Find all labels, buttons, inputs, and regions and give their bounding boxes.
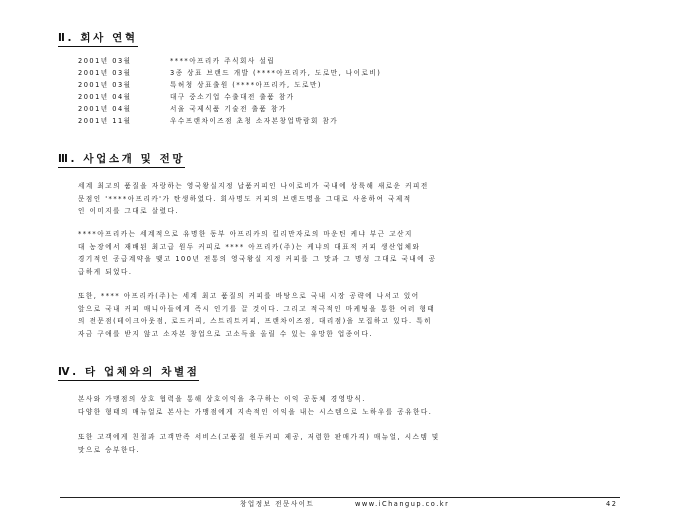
history-event: 우수프랜차이즈점 초청 소자본창업박람회 참가 [170, 117, 339, 125]
paragraph-line: 의 전문점(테이크아웃점, 로드커피, 스트리트커피, 프랜차이즈점, 대리점)을 모집하고 있다. 특히 [78, 317, 432, 325]
history-date: 2001년 04월 [78, 93, 132, 101]
footer-page-number: 42 [606, 500, 618, 508]
paragraph-line: 세계 최고의 품질을 자랑하는 영국왕실지정 납품커피인 나이로비가 국내에 상륙해 새로운 커피전 [78, 182, 429, 190]
history-event: 대구 중소기업 수출대전 출품 참가 [170, 93, 295, 101]
history-event: 서울 국제식품 기술전 출품 참가 [170, 105, 287, 113]
history-row [78, 104, 618, 114]
paragraph-line: ****아프리카는 세계적으로 유명한 동부 아프리카의 킬리만자로의 마운틴 케냐 부근 고산지 [78, 230, 413, 238]
history-event: 3종 상표 브랜드 개발 (****아프리카, 도로만, 나이로비) [170, 69, 382, 77]
history-row [78, 92, 618, 102]
paragraph-line: 인 이미지를 그대로 살렸다. [78, 207, 179, 215]
paragraph-line: 문점인 '****아프리카'가 탄생하였다. 회사명도 커피의 브랜드명을 그대로 사용하여 국제적 [78, 194, 412, 203]
footer-rule [60, 497, 620, 498]
paragraph-line: 본사와 가맹점의 상호 협력을 통해 상호이익을 추구하는 이익 공동체 경영방식. [78, 395, 366, 403]
section-heading [58, 153, 185, 168]
section-heading-text: Ⅳ. 타 업체와의 차별점 [58, 366, 199, 381]
paragraph-line: 자금 구애를 받지 않고 소자본 창업으로 고소득을 올릴 수 있는 유망한 업종이다. [78, 329, 373, 338]
paragraph-line: 앞으로 국내 커피 매니아들에게 즉시 인기를 끌 것이다. 그리고 적극적인 마케팅을 통한 여러 형태 [78, 304, 436, 313]
footer-url: www.iChangup.co.kr [355, 500, 450, 508]
section-heading-text: Ⅲ. 사업소개 및 전망 [58, 153, 185, 168]
paragraph-line: 급하게 되었다. [78, 267, 133, 276]
history-date: 2001년 03월 [78, 81, 132, 89]
history-row [78, 68, 618, 78]
section-heading [58, 366, 199, 381]
history-row [78, 56, 618, 66]
paragraph-line: 또한 고객에게 친절과 고객만족 서비스(고품질 원두커피 제공, 저렴한 판매가격) 매뉴얼, 시스템 및 [78, 433, 440, 441]
history-date: 2001년 03월 [78, 57, 132, 65]
history-event: 특허청 상표출원 (****아프리카, 도로만) [170, 81, 322, 89]
paragraph-line: 경기적인 공급계약을 맺고 100년 전통의 영국왕실 지정 커피를 그 맛과 그 명성 그대로 국내에 공 [78, 255, 437, 263]
history-event: ****아프리카 주식회사 설립 [170, 57, 276, 65]
history-row [78, 80, 618, 90]
section-heading [58, 32, 138, 47]
history-row [78, 116, 618, 126]
history-date: 2001년 04월 [78, 105, 132, 113]
section-heading-text: Ⅱ. 회사 연혁 [58, 32, 138, 47]
paragraph-line: 또한, **** 아프리카(주)는 세계 최고 품질의 커피를 바탕으로 국내 시장 공략에 나서고 있어 [78, 292, 420, 300]
paragraph-line: 다양한 형태의 매뉴얼로 본사는 가맹점에게 지속적인 이익을 내는 시스템으로 노하우를 공유한다. [78, 407, 433, 416]
footer-site-label: 창업정보 전문사이트 [240, 500, 315, 508]
history-date: 2001년 03월 [78, 69, 132, 77]
history-date: 2001년 11월 [78, 117, 132, 125]
paragraph-line: 맛으로 승부한다. [78, 445, 141, 454]
paragraph-line: 대 농장에서 재배된 최고급 원두 커피로 **** 아프리카(주)는 케냐의 대표적 커피 생산업체와 [78, 242, 421, 251]
